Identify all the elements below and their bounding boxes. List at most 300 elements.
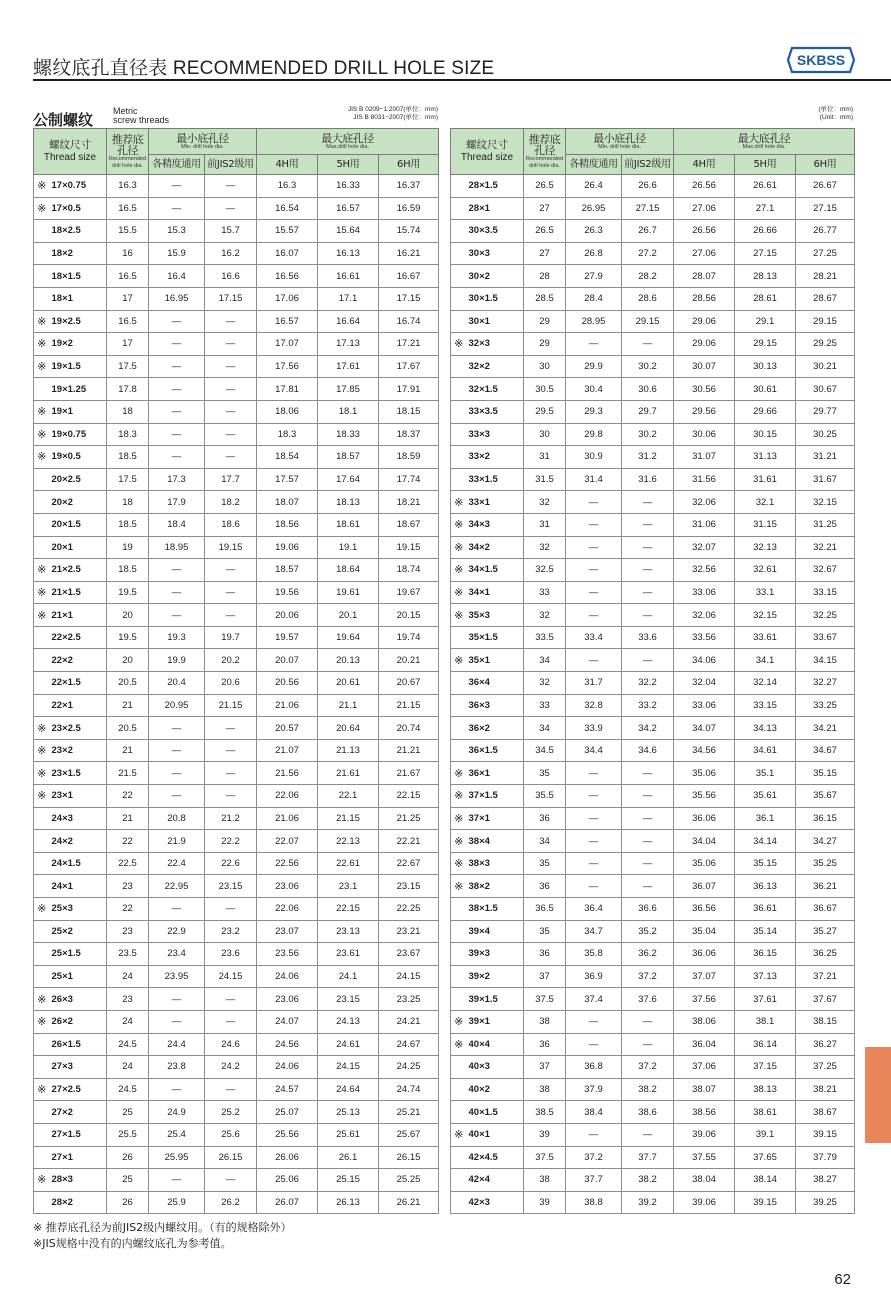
cell-max-4h: 21.56: [257, 762, 318, 785]
table-row: [34, 1146, 439, 1169]
cell-recommended: 31: [524, 446, 566, 469]
cell-recommended: 35.5: [524, 785, 566, 808]
cell-max-5h: 32.14: [735, 672, 796, 695]
cell-min-jis2: 33.2: [622, 694, 674, 717]
cell-max-6h: 22.25: [379, 898, 439, 921]
cell-min-jis2: —: [205, 333, 257, 356]
cell-min-all: 17.9: [149, 491, 205, 514]
cell-mark: [34, 1101, 49, 1124]
cell-max-4h: 36.06: [674, 807, 735, 830]
cell-min-jis2: 32.2: [622, 672, 674, 695]
cell-thread-size: 19×0.5: [49, 446, 107, 469]
cell-recommended: 34: [524, 830, 566, 853]
cell-mark: ※: [451, 649, 466, 672]
cell-recommended: 17.5: [107, 468, 149, 491]
table-row: [451, 649, 855, 672]
cell-max-5h: 36.1: [735, 807, 796, 830]
cell-max-4h: 23.07: [257, 920, 318, 943]
header-sub-6h: 6H用: [796, 155, 855, 175]
cell-thread-size: 34×1.5: [466, 559, 524, 582]
cell-min-jis2: 25.6: [205, 1123, 257, 1146]
cell-min-all: —: [149, 739, 205, 762]
cell-max-4h: 23.06: [257, 988, 318, 1011]
cell-mark: [451, 242, 466, 265]
cell-max-4h: 18.3: [257, 423, 318, 446]
cell-recommended: 27: [524, 242, 566, 265]
cell-recommended: 21: [107, 739, 149, 762]
cell-thread-size: 38×1.5: [466, 898, 524, 921]
cell-max-5h: 32.61: [735, 559, 796, 582]
table-row: [34, 830, 439, 853]
table-row: [34, 875, 439, 898]
cell-mark: ※: [34, 355, 49, 378]
cell-max-4h: 33.06: [674, 694, 735, 717]
cell-recommended: 39: [524, 1123, 566, 1146]
table-row: [451, 310, 855, 333]
cell-max-6h: 17.74: [379, 468, 439, 491]
cell-max-5h: 28.61: [735, 287, 796, 310]
cell-min-jis2: 15.7: [205, 220, 257, 243]
cell-thread-size: 21×2.5: [49, 559, 107, 582]
cell-recommended: 24: [107, 965, 149, 988]
cell-max-6h: 23.67: [379, 943, 439, 966]
cell-recommended: 21.5: [107, 762, 149, 785]
cell-max-5h: 15.64: [318, 220, 379, 243]
table-row: [34, 220, 439, 243]
table-row: [34, 785, 439, 808]
cell-thread-size: 30×2: [466, 265, 524, 288]
cell-max-4h: 39.06: [674, 1123, 735, 1146]
cell-max-6h: 18.74: [379, 559, 439, 582]
cell-thread-size: 38×3: [466, 852, 524, 875]
table-row: [451, 898, 855, 921]
cell-thread-size: 40×1.5: [466, 1101, 524, 1124]
cell-mark: ※: [34, 333, 49, 356]
cell-min-all: 29.8: [566, 423, 622, 446]
cell-thread-size: 37×1: [466, 807, 524, 830]
cell-recommended: 23: [107, 875, 149, 898]
cell-max-4h: 25.06: [257, 1169, 318, 1192]
cell-min-jis2: 17.7: [205, 468, 257, 491]
table-row: [34, 378, 439, 401]
cell-min-all: —: [149, 333, 205, 356]
table-row: [34, 491, 439, 514]
cell-max-4h: 32.06: [674, 491, 735, 514]
cell-min-jis2: 37.2: [622, 1056, 674, 1079]
cell-max-5h: 19.64: [318, 626, 379, 649]
cell-max-5h: 18.1: [318, 400, 379, 423]
cell-min-all: —: [149, 423, 205, 446]
header-max: 最大底孔径 Max.drill hole dia.: [257, 129, 439, 155]
table-row: [34, 446, 439, 469]
cell-recommended: 37: [524, 965, 566, 988]
cell-max-5h: 18.61: [318, 513, 379, 536]
cell-recommended: 36.5: [524, 898, 566, 921]
cell-thread-size: 28×1.5: [466, 175, 524, 198]
cell-max-6h: 32.25: [796, 604, 855, 627]
cell-recommended: 24.5: [107, 1033, 149, 1056]
cell-max-4h: 37.07: [674, 965, 735, 988]
cell-max-5h: 18.57: [318, 446, 379, 469]
drill-size-table-right: [450, 128, 855, 1214]
cell-mark: ※: [451, 1123, 466, 1146]
cell-min-all: 29.9: [566, 355, 622, 378]
cell-max-4h: 36.04: [674, 1033, 735, 1056]
cell-max-4h: 30.56: [674, 378, 735, 401]
table-row: [34, 898, 439, 921]
cell-min-jis2: 16.6: [205, 265, 257, 288]
cell-recommended: 16.3: [107, 175, 149, 198]
cell-max-4h: 34.06: [674, 649, 735, 672]
cell-min-jis2: 23.6: [205, 943, 257, 966]
cell-max-6h: 35.67: [796, 785, 855, 808]
cell-min-all: 24.9: [149, 1101, 205, 1124]
cell-max-6h: 18.21: [379, 491, 439, 514]
cell-thread-size: 20×1: [49, 536, 107, 559]
cell-min-jis2: 20.2: [205, 649, 257, 672]
cell-max-5h: 38.14: [735, 1169, 796, 1192]
cell-mark: [451, 265, 466, 288]
cell-max-6h: 19.67: [379, 581, 439, 604]
cell-max-6h: 26.15: [379, 1146, 439, 1169]
cell-max-5h: 28.13: [735, 265, 796, 288]
cell-min-all: 22.9: [149, 920, 205, 943]
cell-min-all: —: [566, 762, 622, 785]
cell-max-6h: 36.15: [796, 807, 855, 830]
cell-mark: ※: [451, 875, 466, 898]
cell-max-6h: 25.25: [379, 1169, 439, 1192]
cell-mark: [34, 875, 49, 898]
cell-min-jis2: —: [622, 581, 674, 604]
cell-thread-size: 36×4: [466, 672, 524, 695]
cell-thread-size: 25×1: [49, 965, 107, 988]
cell-recommended: 27: [524, 197, 566, 220]
cell-min-jis2: 39.2: [622, 1191, 674, 1214]
cell-min-all: —: [149, 898, 205, 921]
cell-max-4h: 24.57: [257, 1078, 318, 1101]
cell-max-6h: 24.67: [379, 1033, 439, 1056]
header-sub-all: 各精度通用: [566, 155, 622, 175]
cell-thread-size: 21×1.5: [49, 581, 107, 604]
cell-max-6h: 39.15: [796, 1123, 855, 1146]
cell-min-all: 30.4: [566, 378, 622, 401]
cell-max-4h: 17.81: [257, 378, 318, 401]
cell-recommended: 26.5: [524, 220, 566, 243]
cell-max-5h: 21.13: [318, 739, 379, 762]
cell-min-all: 21.9: [149, 830, 205, 853]
cell-max-4h: 31.07: [674, 446, 735, 469]
cell-max-5h: 38.13: [735, 1078, 796, 1101]
cell-thread-size: 35×1.5: [466, 626, 524, 649]
cell-max-6h: 28.67: [796, 287, 855, 310]
cell-thread-size: 23×1: [49, 785, 107, 808]
cell-min-all: —: [566, 649, 622, 672]
cell-mark: [451, 988, 466, 1011]
cell-max-4h: 28.07: [674, 265, 735, 288]
cell-max-4h: 39.06: [674, 1191, 735, 1214]
cell-max-5h: 22.15: [318, 898, 379, 921]
cell-mark: [34, 1123, 49, 1146]
cell-recommended: 39: [524, 1191, 566, 1214]
cell-max-5h: 32.13: [735, 536, 796, 559]
cell-min-all: 25.9: [149, 1191, 205, 1214]
cell-recommended: 35: [524, 920, 566, 943]
cell-max-4h: 18.06: [257, 400, 318, 423]
cell-min-jis2: —: [622, 830, 674, 853]
cell-max-4h: 21.07: [257, 739, 318, 762]
cell-max-4h: 17.56: [257, 355, 318, 378]
cell-min-jis2: 21.15: [205, 694, 257, 717]
cell-max-5h: 16.57: [318, 197, 379, 220]
cell-max-4h: 32.06: [674, 604, 735, 627]
cell-min-all: —: [566, 1033, 622, 1056]
cell-min-jis2: 21.2: [205, 807, 257, 830]
cell-min-all: 19.9: [149, 649, 205, 672]
cell-max-4h: 19.06: [257, 536, 318, 559]
cell-min-jis2: —: [205, 197, 257, 220]
cell-max-6h: 30.21: [796, 355, 855, 378]
cell-recommended: 24.5: [107, 1078, 149, 1101]
cell-recommended: 25.5: [107, 1123, 149, 1146]
cell-min-all: 28.95: [566, 310, 622, 333]
cell-mark: [451, 672, 466, 695]
cell-max-6h: 35.27: [796, 920, 855, 943]
header-sub-4h: 4H用: [674, 155, 735, 175]
logo-text: SKBSS: [796, 52, 846, 68]
cell-mark: ※: [34, 197, 49, 220]
cell-max-4h: 24.06: [257, 965, 318, 988]
cell-max-5h: 26.66: [735, 220, 796, 243]
cell-max-4h: 25.07: [257, 1101, 318, 1124]
cell-max-5h: 21.15: [318, 807, 379, 830]
cell-recommended: 21: [107, 807, 149, 830]
table-row: [34, 988, 439, 1011]
cell-max-4h: 34.07: [674, 717, 735, 740]
header-sub-5h: 5H用: [318, 155, 379, 175]
cell-min-all: —: [149, 197, 205, 220]
cell-mark: [34, 1033, 49, 1056]
cell-mark: [34, 943, 49, 966]
cell-mark: [34, 378, 49, 401]
table-row: [34, 626, 439, 649]
cell-max-4h: 26.07: [257, 1191, 318, 1214]
cell-max-6h: 20.21: [379, 649, 439, 672]
cell-max-4h: 36.07: [674, 875, 735, 898]
cell-mark: [451, 965, 466, 988]
cell-max-4h: 33.06: [674, 581, 735, 604]
cell-min-jis2: —: [205, 739, 257, 762]
cell-thread-size: 23×2.5: [49, 717, 107, 740]
cell-recommended: 22: [107, 785, 149, 808]
cell-min-jis2: 27.15: [622, 197, 674, 220]
cell-min-jis2: 29.7: [622, 400, 674, 423]
cell-mark: ※: [34, 898, 49, 921]
cell-thread-size: 36×1: [466, 762, 524, 785]
cell-min-all: 18.4: [149, 513, 205, 536]
cell-mark: ※: [451, 559, 466, 582]
cell-max-6h: 38.67: [796, 1101, 855, 1124]
cell-max-6h: 32.21: [796, 536, 855, 559]
cell-min-jis2: 26.7: [622, 220, 674, 243]
cell-recommended: 36: [524, 807, 566, 830]
cell-thread-size: 19×2.5: [49, 310, 107, 333]
cell-max-4h: 29.06: [674, 333, 735, 356]
cell-max-6h: 23.25: [379, 988, 439, 1011]
cell-max-4h: 38.04: [674, 1169, 735, 1192]
table-row: [451, 785, 855, 808]
cell-max-6h: 26.77: [796, 220, 855, 243]
cell-mark: [34, 672, 49, 695]
cell-mark: [34, 830, 49, 853]
cell-recommended: 16.5: [107, 265, 149, 288]
cell-max-6h: 18.15: [379, 400, 439, 423]
cell-max-5h: 16.13: [318, 242, 379, 265]
cell-thread-size: 22×2: [49, 649, 107, 672]
cell-max-5h: 30.13: [735, 355, 796, 378]
cell-max-5h: 36.14: [735, 1033, 796, 1056]
cell-max-4h: 16.57: [257, 310, 318, 333]
cell-thread-size: 36×3: [466, 694, 524, 717]
cell-thread-size: 39×3: [466, 943, 524, 966]
cell-max-4h: 16.54: [257, 197, 318, 220]
cell-min-all: 33.9: [566, 717, 622, 740]
table-row: [451, 333, 855, 356]
cell-thread-size: 35×1: [466, 649, 524, 672]
cell-min-all: —: [566, 581, 622, 604]
cell-mark: ※: [34, 739, 49, 762]
cell-mark: ※: [34, 1010, 49, 1033]
table-row: [34, 852, 439, 875]
cell-max-4h: 30.07: [674, 355, 735, 378]
cell-max-5h: 16.33: [318, 175, 379, 198]
cell-min-jis2: 22.6: [205, 852, 257, 875]
cell-thread-size: 22×1.5: [49, 672, 107, 695]
table-row: [34, 762, 439, 785]
cell-thread-size: 39×4: [466, 920, 524, 943]
cell-max-6h: 16.67: [379, 265, 439, 288]
cell-recommended: 38: [524, 1010, 566, 1033]
unit-note: (单位：mm) (Unit：mm): [818, 106, 853, 121]
cell-max-5h: 24.13: [318, 1010, 379, 1033]
cell-max-5h: 24.61: [318, 1033, 379, 1056]
cell-max-6h: 18.59: [379, 446, 439, 469]
cell-max-5h: 37.13: [735, 965, 796, 988]
cell-max-6h: 16.37: [379, 175, 439, 198]
table-row: [34, 943, 439, 966]
cell-max-4h: 15.57: [257, 220, 318, 243]
cell-mark: [34, 1146, 49, 1169]
table-row: [451, 988, 855, 1011]
cell-max-6h: 29.25: [796, 333, 855, 356]
cell-thread-size: 34×2: [466, 536, 524, 559]
cell-recommended: 32: [524, 604, 566, 627]
cell-max-4h: 35.56: [674, 785, 735, 808]
cell-max-5h: 33.15: [735, 694, 796, 717]
cell-min-all: —: [566, 604, 622, 627]
cell-max-5h: 37.65: [735, 1146, 796, 1169]
cell-min-jis2: 33.6: [622, 626, 674, 649]
cell-max-4h: 32.04: [674, 672, 735, 695]
table-row: [451, 1078, 855, 1101]
cell-min-jis2: —: [205, 423, 257, 446]
cell-min-all: 19.3: [149, 626, 205, 649]
cell-mark: ※: [34, 581, 49, 604]
cell-max-5h: 31.15: [735, 513, 796, 536]
cell-min-all: —: [149, 988, 205, 1011]
cell-max-5h: 18.33: [318, 423, 379, 446]
cell-min-all: —: [149, 559, 205, 582]
cell-max-6h: 29.15: [796, 310, 855, 333]
cell-recommended: 35: [524, 852, 566, 875]
cell-max-6h: 16.74: [379, 310, 439, 333]
cell-max-4h: 28.56: [674, 287, 735, 310]
cell-recommended: 20.5: [107, 717, 149, 740]
cell-max-5h: 24.15: [318, 1056, 379, 1079]
cell-recommended: 20: [107, 604, 149, 627]
cell-mark: [34, 694, 49, 717]
cell-max-6h: 21.25: [379, 807, 439, 830]
cell-max-4h: 24.07: [257, 1010, 318, 1033]
cell-min-jis2: —: [205, 378, 257, 401]
cell-recommended: 33.5: [524, 626, 566, 649]
cell-max-6h: 16.21: [379, 242, 439, 265]
cell-max-6h: 29.77: [796, 400, 855, 423]
cell-max-6h: 18.37: [379, 423, 439, 446]
cell-mark: [451, 378, 466, 401]
cell-max-6h: 21.15: [379, 694, 439, 717]
cell-thread-size: 17×0.75: [49, 175, 107, 198]
cell-max-5h: 33.1: [735, 581, 796, 604]
cell-max-5h: 17.64: [318, 468, 379, 491]
cell-max-6h: 35.25: [796, 852, 855, 875]
cell-max-4h: 38.56: [674, 1101, 735, 1124]
cell-recommended: 25: [107, 1101, 149, 1124]
table-body-right: [451, 175, 855, 1214]
cell-max-6h: 36.27: [796, 1033, 855, 1056]
cell-max-4h: 36.56: [674, 898, 735, 921]
cell-min-all: —: [149, 175, 205, 198]
cell-mark: [34, 265, 49, 288]
table-row: [451, 717, 855, 740]
cell-max-6h: 37.67: [796, 988, 855, 1011]
cell-mark: [34, 287, 49, 310]
cell-max-5h: 16.64: [318, 310, 379, 333]
cell-mark: ※: [34, 1169, 49, 1192]
cell-max-6h: 23.15: [379, 875, 439, 898]
cell-recommended: 22.5: [107, 852, 149, 875]
cell-thread-size: 28×1: [466, 197, 524, 220]
cell-mark: ※: [451, 581, 466, 604]
cell-min-jis2: 29.15: [622, 310, 674, 333]
cell-thread-size: 32×3: [466, 333, 524, 356]
table-row: [34, 287, 439, 310]
cell-max-6h: 36.67: [796, 898, 855, 921]
cell-recommended: 18.5: [107, 559, 149, 582]
table-row: [34, 1101, 439, 1124]
cell-mark: ※: [34, 604, 49, 627]
table-row: [451, 1146, 855, 1169]
cell-max-4h: 34.56: [674, 739, 735, 762]
cell-min-all: 31.7: [566, 672, 622, 695]
cell-min-all: —: [149, 1010, 205, 1033]
cell-max-6h: 22.21: [379, 830, 439, 853]
cell-min-jis2: 37.6: [622, 988, 674, 1011]
cell-max-4h: 24.06: [257, 1056, 318, 1079]
table-row: [451, 626, 855, 649]
cell-recommended: 34: [524, 649, 566, 672]
cell-min-all: —: [149, 717, 205, 740]
cell-thread-size: 30×1.5: [466, 287, 524, 310]
